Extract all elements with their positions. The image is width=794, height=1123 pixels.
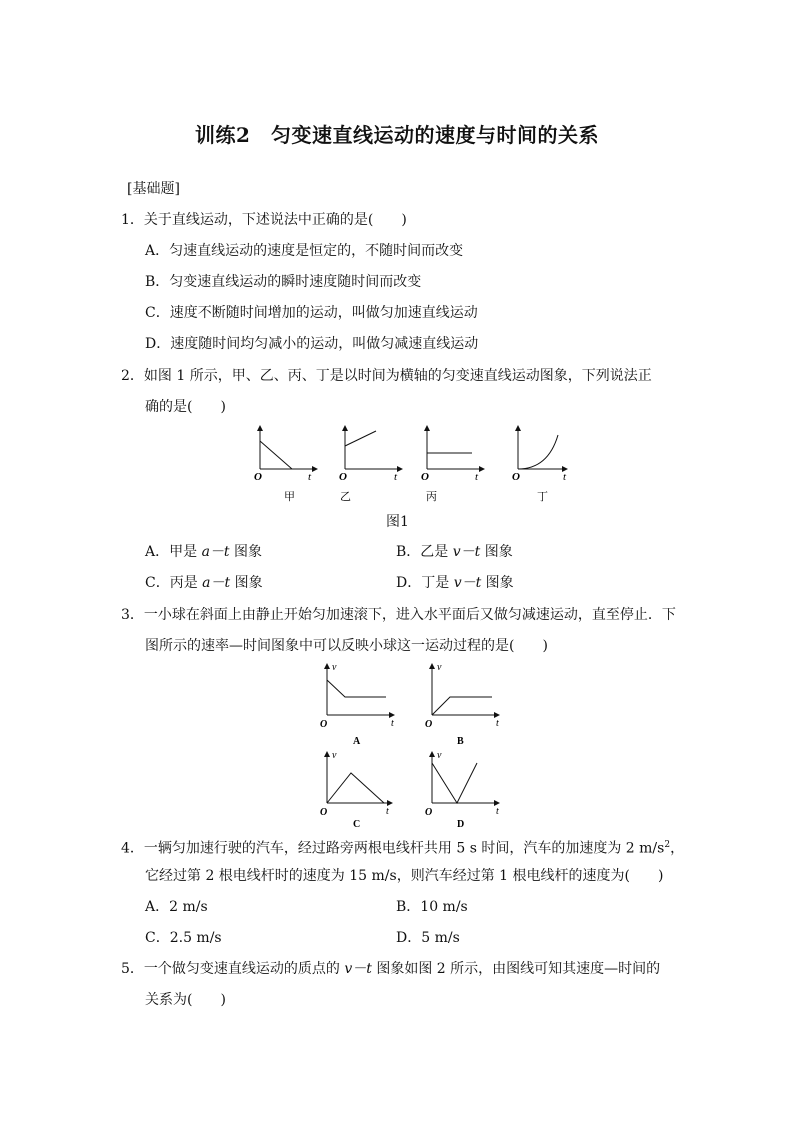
q4-stem-line2: 它经过第 2 根电线杆时的速度为 15 m/s，则汽车经过第 1 根电线杆的速度为( ) — [145, 868, 664, 884]
label-jia: 甲 — [284, 491, 295, 503]
d-v: v — [437, 750, 442, 761]
label-b: B — [457, 736, 464, 747]
section-label: [基础题] — [127, 181, 180, 197]
graph-yi — [342, 425, 403, 472]
q3-stem-line2: 图所示的速率—时间图象中可以反映小球这一运动过程的是( ) — [145, 638, 548, 654]
q3-graphs — [315, 660, 505, 830]
q1-option-c: C．速度不断随时间增加的运动，叫做匀加速直线运动 — [145, 305, 478, 321]
label-a: A — [353, 736, 361, 747]
d-origin: O — [425, 807, 433, 818]
graph-jia — [257, 425, 318, 472]
q5-stem-line2: 关系为( ) — [145, 992, 226, 1008]
b-t: t — [496, 718, 499, 729]
label-d: D — [457, 819, 465, 830]
q1-option-b: B．匀变速直线运动的瞬时速度随时间而改变 — [145, 274, 422, 290]
q1-option-d: D．速度随时间均匀减小的运动，叫做匀减速直线运动 — [145, 336, 479, 352]
ding-origin: O — [512, 471, 520, 483]
a-origin: O — [320, 719, 328, 730]
bing-origin: O — [421, 471, 429, 483]
figure-1-caption: 图1 — [386, 514, 409, 530]
b-v: v — [437, 662, 442, 673]
jia-origin: O — [254, 471, 262, 483]
c-v: v — [332, 750, 337, 761]
label-bing: 丙 — [426, 491, 437, 503]
q4-option-d: D．5 m/s — [396, 930, 460, 946]
graph-ding — [515, 425, 568, 472]
q2-option-a: A．甲是 a－t 图象 — [145, 544, 262, 560]
q4-option-a: A．2 m/s — [145, 899, 208, 915]
c-t: t — [386, 806, 389, 817]
graph-bing — [424, 425, 485, 472]
q4-option-c: C．2.5 m/s — [145, 930, 222, 946]
label-c: C — [353, 819, 361, 830]
figure-1-graphs — [250, 425, 580, 505]
q4-stem-line1: 4．一辆匀加速行驶的汽车，经过路旁两根电线杆共用 5 s 时间，汽车的加速度为 2 $m/s^2$， — [121, 840, 685, 857]
q5-stem-line1: 5．一个做匀变速直线运动的质点的 v－t 图象如图 2 所示，由图线可知其速度—时间的 — [121, 961, 661, 977]
q1-option-a: A．匀速直线运动的速度是恒定的，不随时间而改变 — [145, 243, 464, 259]
q2-option-c: C．丙是 a－t 图象 — [145, 575, 263, 591]
jia-t: t — [308, 471, 312, 483]
ding-t: t — [563, 471, 567, 483]
label-ding: 丁 — [537, 491, 548, 503]
a-t: t — [391, 718, 394, 729]
q2-stem-line2: 确的是( ) — [145, 399, 226, 415]
b-origin: O — [425, 719, 433, 730]
page-title: 训练2 匀变速直线运动的速度与时间的关系 — [195, 123, 599, 147]
d-t: t — [496, 806, 499, 817]
q3-stem-line1: 3．一小球在斜面上由静止开始匀加速滚下，进入水平面后又做匀减速运动，直至停止．下 — [121, 607, 676, 623]
yi-t: t — [394, 471, 398, 483]
q2-stem-line1: 2．如图 1 所示，甲、乙、丙、丁是以时间为横轴的匀变速直线运动图象，下列说法正 — [121, 368, 652, 384]
q2-option-b: B．乙是 v－t 图象 — [396, 544, 513, 560]
a-v: v — [332, 662, 337, 673]
label-yi: 乙 — [340, 491, 351, 503]
q1-stem: 1．关于直线运动，下述说法中正确的是( ) — [121, 212, 407, 228]
q4-option-b: B．10 m/s — [396, 899, 468, 915]
bing-t: t — [475, 471, 479, 483]
c-origin: O — [320, 807, 328, 818]
q2-option-d: D．丁是 v－t 图象 — [396, 575, 514, 591]
yi-origin: O — [339, 471, 347, 483]
